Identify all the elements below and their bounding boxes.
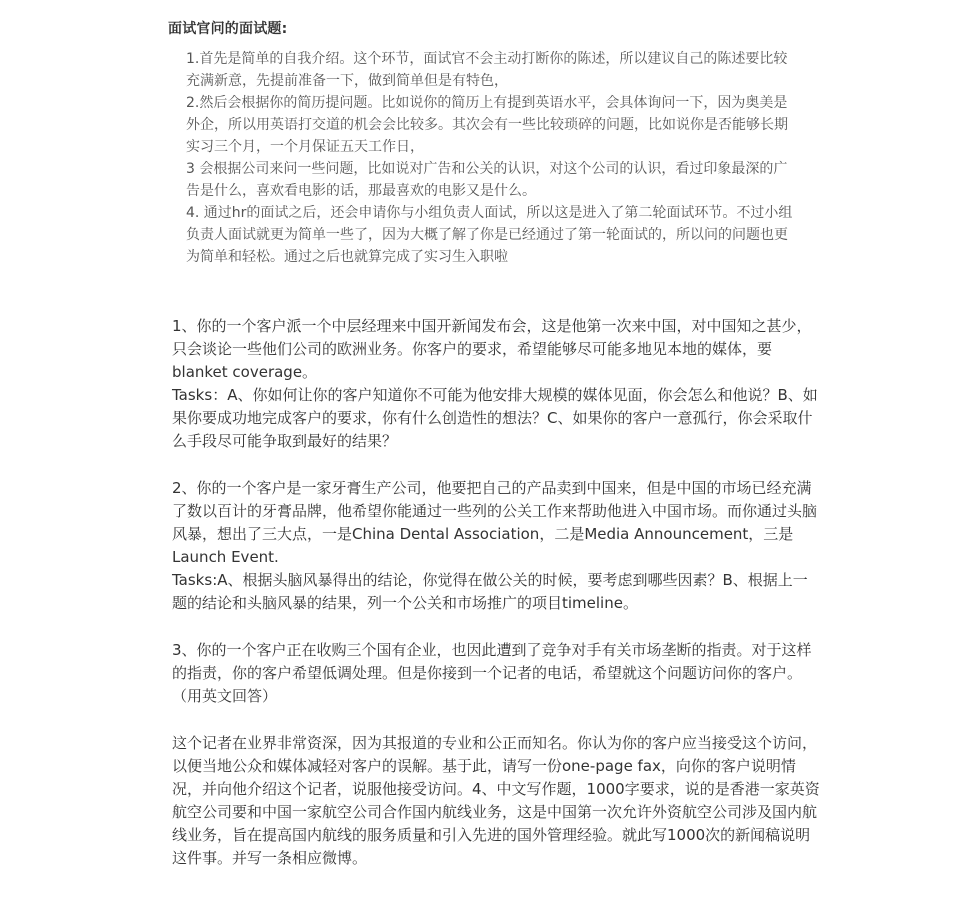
question-section-4 [172, 732, 822, 870]
interview-questions-heading: 面试官问的面试题: [168, 21, 288, 37]
question-3-scenario: 3、你的一个客户正在收购三个国有企业，也因此遭到了竞争对手有关市场垄断的指责。对于这样的指责，你的客户希望低调处理。但是你接到一个记者的电话，希望就这个问题访问你的客户。（用英文回答） [172, 641, 812, 705]
interview-steps-list [186, 48, 798, 268]
question-section-2 [172, 477, 822, 615]
interview-step-3: 3 会根据公司来问一些问题，比如说对广告和公关的认识，对这个公司的认识，看过印象最深的广告是什么，喜欢看电影的话，那最喜欢的电影又是什么。 [186, 161, 788, 199]
question-section-1 [172, 315, 822, 453]
question-2-tasks: Tasks:A、根据头脑风暴得出的结论，你觉得在做公关的时候，要考虑到哪些因素？B、根据上一题的结论和头脑风暴的结果，列一个公关和市场推广的项目timeline。 [172, 571, 808, 612]
question-section-3 [172, 639, 822, 708]
interview-step-2: 2.然后会根据你的简历提问题。比如说你的简历上有提到英语水平，会具体询问一下，因为奥美是外企，所以用英语打交道的机会会比较多。其次会有一些比较琐碎的问题，比如说你是否能够长期实习三个月，一个月保证五天工作日， [186, 95, 788, 155]
interview-step-4: 4. 通过hr的面试之后，还会申请你与小组负责人面试，所以这是进入了第二轮面试环节。不过小组负责人面试就更为简单一些了，因为大概了解了你是已经通过了第一轮面试的，所以问的问题也更为简单和轻松。通过之后也就算完成了实习生入职啦 [186, 205, 793, 265]
interview-step-1: 1.首先是简单的自我介绍。这个环节，面试官不会主动打断你的陈述，所以建议自己的陈述要比较充满新意，先提前准备一下，做到简单但是有特色， [186, 51, 788, 89]
question-2-scenario: 2、你的一个客户是一家牙膏生产公司，他要把自己的产品卖到中国来，但是中国的市场已经充满了数以百计的牙膏品牌，他希望你能通过一些列的公关工作来帮助他进入中国市场。而你通过头脑风暴，想出了三大点，一是China Dental Association，二是Media Announcement，三是Launch Event. [172, 479, 818, 566]
question-1-scenario: 1、你的一个客户派一个中层经理来中国开新闻发布会，这是他第一次来中国，对中国知之甚少，只会谈论一些他们公司的欧洲业务。你客户的要求，希望能够尽可能多地见本地的媒体，要blanket coverage。 [172, 317, 812, 381]
question-4-text: 这个记者在业界非常资深，因为其报道的专业和公正而知名。你认为你的客户应当接受这个访问，以便当地公众和媒体减轻对客户的误解。基于此，请写一份one-page fax，向你的客户说明情况，并向他介绍这个记者，说服他接受访问。4、中文写作题，1000字要求，说的是香港一家英资航空公司要和中国一家航空公司合作国内航线业务，这是中国第一次允许外资航空公司涉及国内航线业务，旨在提高国内航线的服务质量和引入先进的国外管理经验。就此写1000次的新闻稿说明这件事。并写一条相应微博。 [172, 734, 820, 867]
question-1-tasks: Tasks：A、你如何让你的客户知道你不可能为他安排大规模的媒体见面，你会怎么和他说？B、如果你要成功地完成客户的要求，你有什么创造性的想法？C、如果你的客户一意孤行，你会采取什么手段尽可能争取到最好的结果？ [172, 386, 818, 450]
